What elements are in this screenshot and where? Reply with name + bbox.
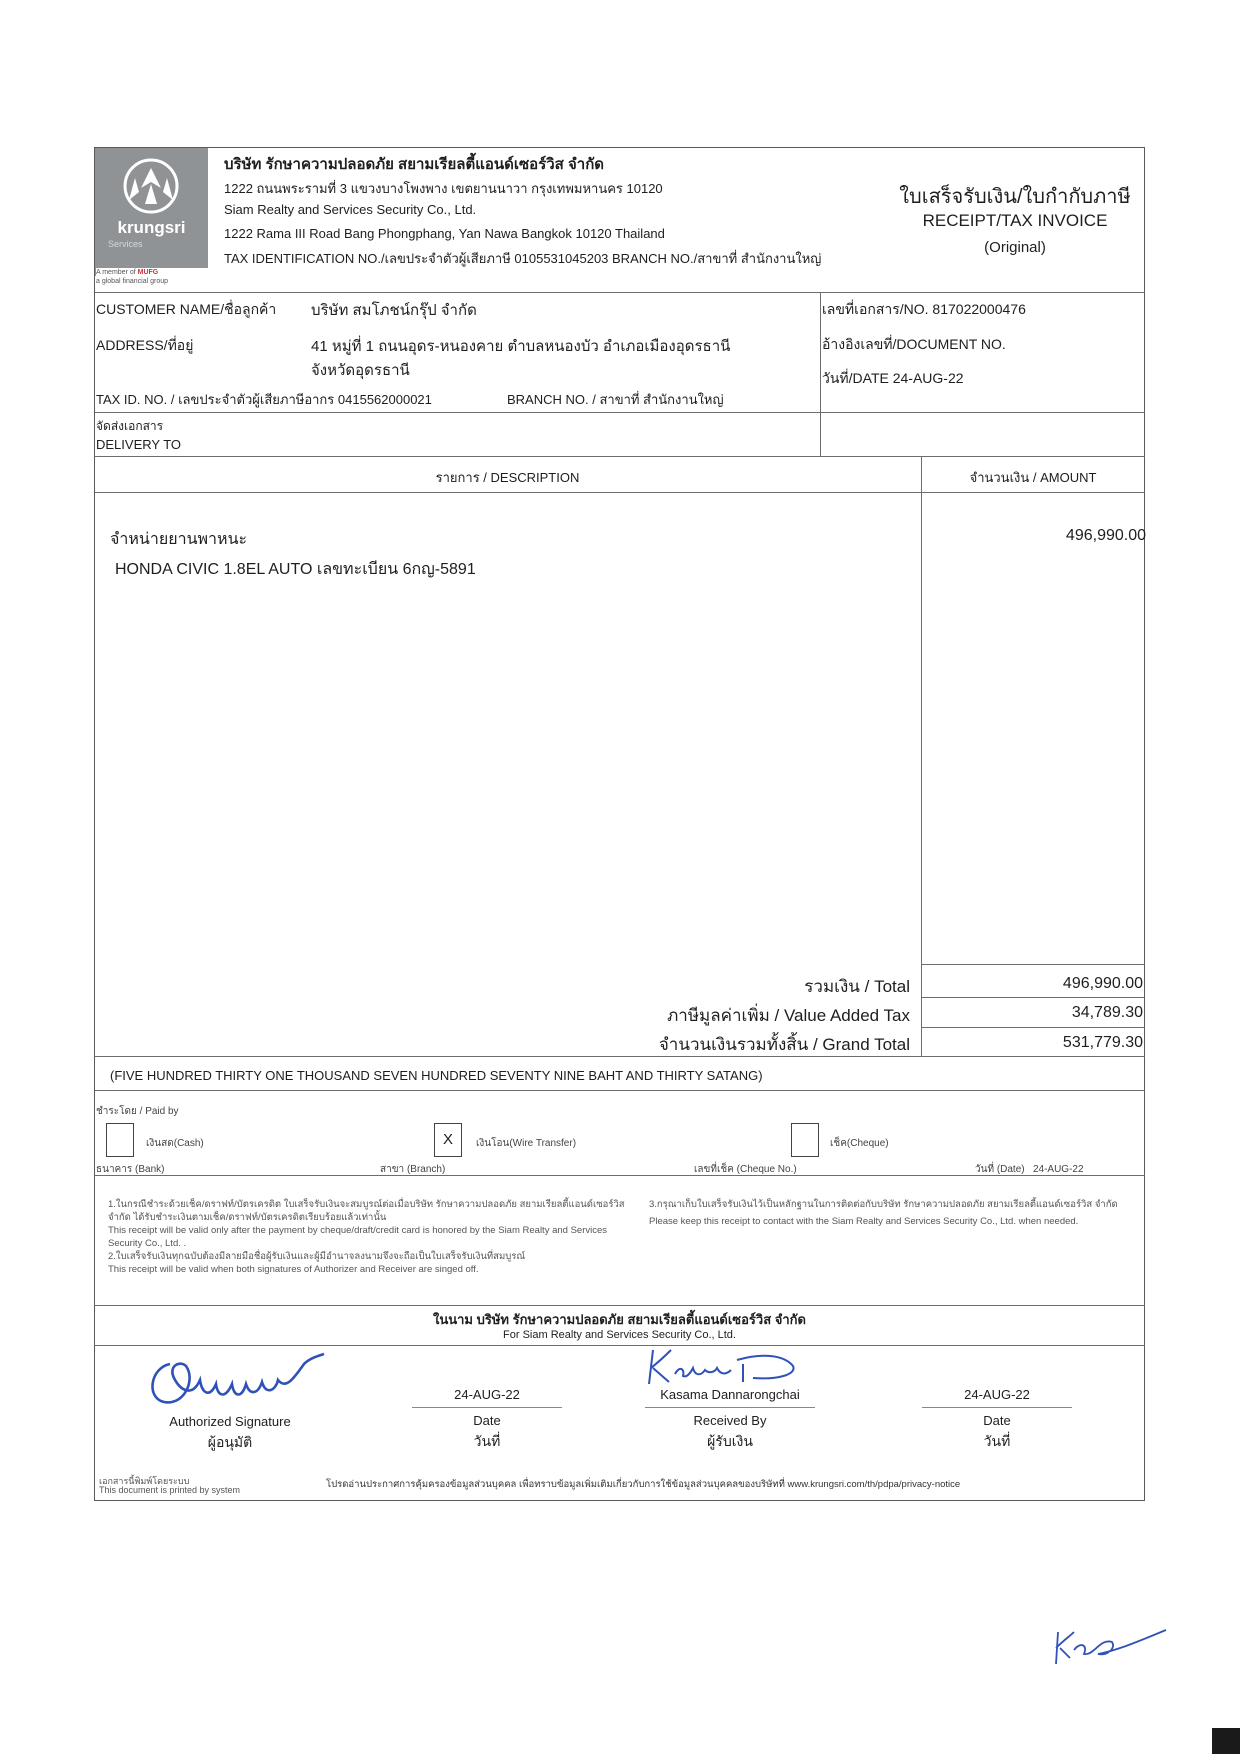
company-name-th: บริษัท รักษาความปลอดภัย สยามเรียลตี้แอนด์เซอร์วิส จำกัด <box>224 156 605 173</box>
note-2-th: 2.ใบเสร็จรับเงินทุกฉบับต้องมีลายมือชื่อผู้รับเงินและผู้มีอำนาจลงนามจึงจะถือเป็นใบเสร็จรับเงินที่สมบูรณ์ <box>108 1251 526 1262</box>
cheque-number-label: เลขที่เช็ค (Cheque No.) <box>694 1164 797 1175</box>
note-2-en: This receipt will be valid when both signatures of Authorizer and Receiver are singed off. <box>108 1264 479 1275</box>
divider <box>921 964 1145 965</box>
on-behalf-en: For Siam Realty and Services Security Co., Ltd. <box>503 1329 736 1341</box>
date-th-1: วันที่ <box>473 1433 501 1449</box>
note-3-th: 3.กรุณาเก็บใบเสร็จรับเงินไว้เป็นหลักฐานในการติดต่อกับบริษัท รักษาความปลอดภัย สยามเรียลตี้แอนด์เซอร์วิส จำกัด <box>649 1199 1118 1210</box>
authorized-signature-th: ผู้อนุมัติ <box>207 1434 253 1450</box>
total-value: 496,990.00 <box>1062 975 1143 992</box>
divider <box>94 292 1145 293</box>
divider <box>94 492 1145 493</box>
wire-transfer-checkbox[interactable]: X <box>434 1123 462 1157</box>
customer-address-label: ADDRESS/ที่อยู่ <box>96 337 194 353</box>
item-description-en: HONDA CIVIC 1.8EL AUTO เลขทะเบียน 6กญ-5891 <box>115 561 476 578</box>
delivery-label-en: DELIVERY TO <box>96 437 182 452</box>
received-date-value: 24-AUG-22 <box>964 1387 1030 1402</box>
divider <box>94 1345 1145 1346</box>
vat-label: ภาษีมูลค่าเพิ่ม / Value Added Tax <box>667 1006 910 1025</box>
wire-transfer-label: เงินโอน(Wire Transfer) <box>476 1138 577 1149</box>
doc-title-th: ใบเสร็จรับเงิน/ใบกำกับภาษี <box>899 186 1131 208</box>
doc-copy-label: (Original) <box>984 239 1046 256</box>
divider <box>820 292 821 456</box>
paid-by-label: ชำระโดย / Paid by <box>96 1106 179 1117</box>
customer-address-line1: 41 หมู่ที่ 1 ถนนอุดร-หนองคาย ตำบลหนองบัว อำเภอเมืองอุดรธานี <box>311 338 731 355</box>
description-header: รายการ / DESCRIPTION <box>435 470 580 485</box>
authorized-signature-scribble <box>140 1350 330 1412</box>
date-label-2: Date <box>983 1413 1011 1428</box>
company-address-en: 1222 Rama III Road Bang Phongphang, Yan Nawa Bangkok 10120 Thailand <box>224 226 665 241</box>
divider <box>921 997 1145 998</box>
authorized-signature-label: Authorized Signature <box>169 1414 291 1429</box>
grand-total-label: จำนวนเงินรวมทั้งสิ้น / Grand Total <box>658 1035 910 1054</box>
item-amount: 496,990.00 <box>1065 527 1146 544</box>
system-printed-th: เอกสารนี้พิมพ์โดยระบบ <box>99 1476 190 1486</box>
customer-address-line2: จังหวัดอุดรธานี <box>311 362 410 379</box>
note-1-th: 1.ในกรณีชำระด้วยเช็ค/ดราฟท์/บัตรเครดิต ใบเสร็จรับเงินจะสมบูรณ์ต่อเมื่อบริษัท รักษาความปลอดภัย สยามเรียลตี้แอนด์เซอร์วิส จำกัด ได้รับชำระเงินตามเช็ค/ดราฟท์/บัตรเครดิตเรียบร้อยแล้วเท่านั้น <box>108 1199 625 1223</box>
member-text: A member of <box>96 269 136 276</box>
branch-label: สาขา (Branch) <box>380 1164 446 1175</box>
date-th-2: วันที่ <box>983 1433 1011 1449</box>
note-3 <box>649 1198 1139 1228</box>
doc-title-en: RECEIPT/TAX INVOICE <box>922 211 1108 230</box>
date-label-1: Date <box>473 1413 501 1428</box>
divider <box>94 1090 1145 1091</box>
cheque-checkbox[interactable] <box>791 1123 819 1157</box>
customer-branch: BRANCH NO. / สาขาที่ สำนักงานใหญ่ <box>507 392 724 407</box>
grand-total-value: 531,779.30 <box>1062 1034 1143 1051</box>
bank-label: ธนาคาร (Bank) <box>96 1164 165 1175</box>
note-3-en: Please keep this receipt to contact with the Siam Realty and Services Security Co., Ltd. when needed. <box>649 1216 1079 1227</box>
page-initials-scribble <box>1050 1620 1170 1670</box>
member-group-text: a global financial group <box>96 278 168 285</box>
customer-name-label: CUSTOMER NAME/ชื่อลูกค้า <box>96 301 277 317</box>
amount-header: จำนวนเงิน / AMOUNT <box>969 470 1097 485</box>
system-printed-en: This document is printed by system <box>99 1485 241 1495</box>
date-line <box>412 1407 562 1408</box>
item-description-th: จำหน่ายยานพาหนะ <box>110 531 248 548</box>
document-date: วันที่/DATE 24-AUG-22 <box>822 370 964 386</box>
divider <box>94 456 1145 457</box>
date-line <box>922 1407 1072 1408</box>
company-name-en: Siam Realty and Services Security Co., Ltd. <box>224 202 477 217</box>
on-behalf-th: ในนาม บริษัท รักษาความปลอดภัย สยามเรียลตี้แอนด์เซอร์วิส จำกัด <box>433 1312 806 1327</box>
received-by-label: Received By <box>693 1413 767 1428</box>
logo-subtext: Services <box>108 239 143 249</box>
customer-tax-id: TAX ID. NO. / เลขประจำตัวผู้เสียภาษีอากร 0415562000021 <box>96 392 432 407</box>
divider <box>921 1027 1145 1028</box>
company-address-th: 1222 ถนนพระรามที่ 3 แขวงบางโพงพาง เขตยานนาวา กรุงเทพมหานคร 10120 <box>224 181 663 196</box>
scanner-edge-mark <box>1212 1728 1240 1754</box>
customer-name-value: บริษัท สมโภชน์กรุ๊ป จำกัด <box>311 302 477 319</box>
document-number: เลขที่เอกสาร/NO. 817022000476 <box>822 301 1026 317</box>
received-by-th: ผู้รับเงิน <box>707 1433 753 1449</box>
mufg-text: MUFG <box>137 269 159 276</box>
receiver-signature-scribble <box>645 1344 815 1390</box>
receiver-line <box>645 1407 815 1408</box>
receiver-name: Kasama Dannarongchai <box>660 1387 800 1402</box>
vat-value: 34,789.30 <box>1071 1004 1143 1021</box>
authorized-date-value: 24-AUG-22 <box>454 1387 520 1402</box>
logo-text: krungsri <box>117 218 186 237</box>
note-1-en: This receipt will be valid only after the payment by cheque/draft/credit card is honored by the Siam Realty and Services Security Co., Ltd. . <box>108 1225 608 1249</box>
divider <box>921 456 922 1056</box>
cash-label: เงินสด(Cash) <box>146 1138 204 1149</box>
delivery-label-th: จัดส่งเอกสาร <box>96 419 164 433</box>
reference-number: อ้างอิงเลขที่/DOCUMENT NO. <box>822 336 1006 352</box>
divider <box>94 412 1145 413</box>
total-label: รวมเงิน / Total <box>804 977 910 996</box>
amount-in-words: (FIVE HUNDRED THIRTY ONE THOUSAND SEVEN HUNDRED SEVENTY NINE BAHT AND THIRTY SATANG) <box>110 1068 763 1083</box>
note-1 <box>108 1198 633 1276</box>
cash-checkbox[interactable] <box>106 1123 134 1157</box>
payment-date: วันที่ (Date) 24-AUG-22 <box>975 1164 1084 1175</box>
cheque-label: เช็ค(Cheque) <box>830 1138 889 1149</box>
member-strip <box>96 268 208 288</box>
divider <box>94 1305 1145 1306</box>
company-tax-line: TAX IDENTIFICATION NO./เลขประจำตัวผู้เสียภาษี 0105531045203 BRANCH NO./สาขาที่ สำนักงานใหญ่ <box>224 251 822 266</box>
krungsri-logo <box>95 148 208 276</box>
pdpa-notice: โปรดอ่านประกาศการคุ้มครองข้อมูลส่วนบุคคล เพื่อทราบข้อมูลเพิ่มเติมเกี่ยวกับการใช้ข้อมูลส่วนบุคคลของบริษัทที่ www.krungsri.com/th/pdpa/privacy-notice <box>326 1479 961 1490</box>
krungsri-emblem-icon <box>95 148 208 276</box>
